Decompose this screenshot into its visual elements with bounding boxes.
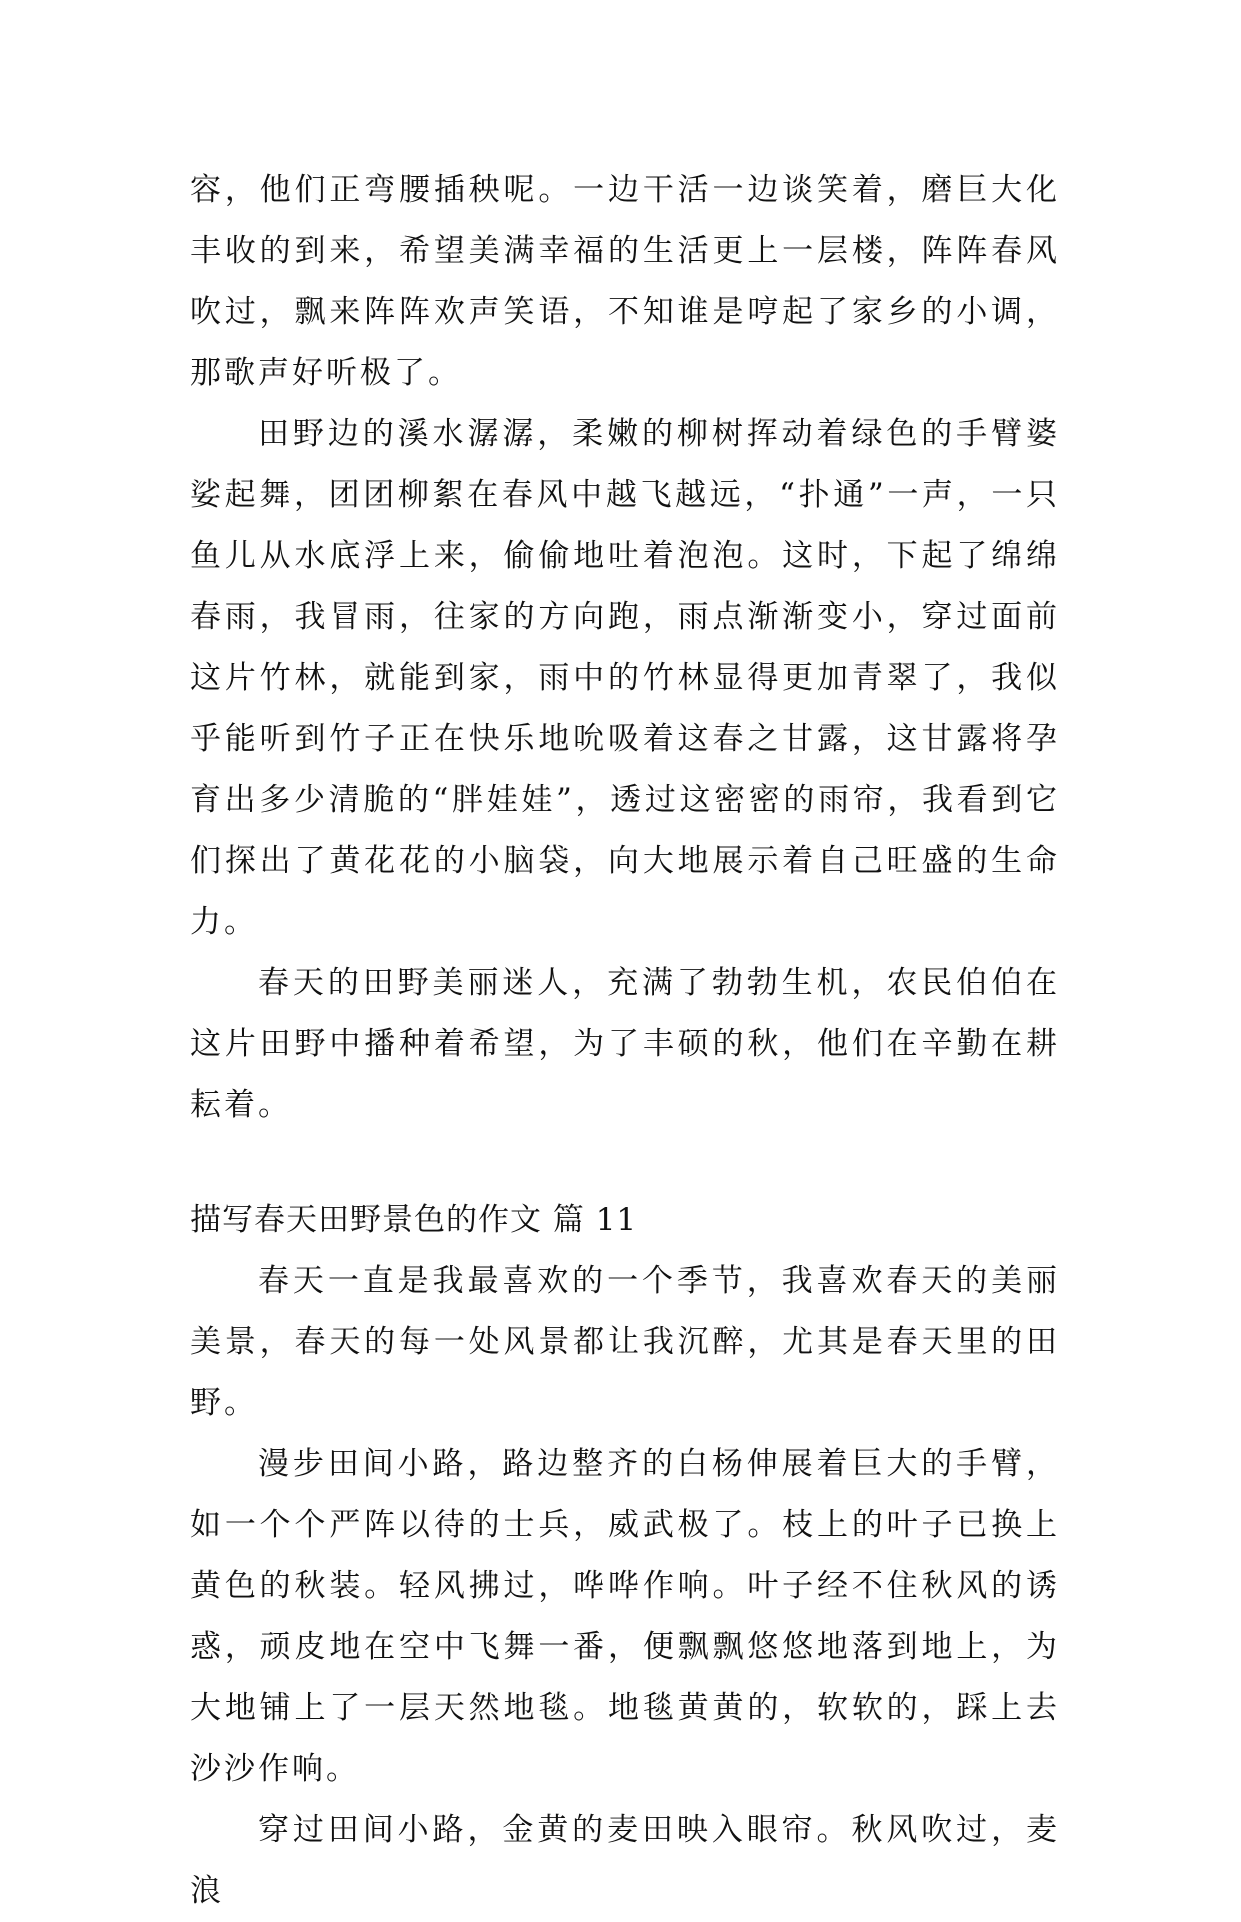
paragraph-wheat: 穿过田间小路，金黄的麦田映入眼帘。秋风吹过，麦浪 <box>190 1812 1060 1909</box>
paragraph-conclusion: 春天的田野美丽迷人，充满了勃勃生机，农民伯伯在这片田野中播种着希望，为了丰硕的秋，他们在辛勤在耕耘着。 <box>190 965 1060 1123</box>
paragraph-stream: 田野边的溪水潺潺，柔嫩的柳树挥动着绿色的手臂婆娑起舞，团团柳絮在春风中越飞越远，“扑通”一声，一只鱼儿从水底浮上来，偷偷地吐着泡泡。这时，下起了绵绵春雨，我冒雨，往家的方向跑，雨点渐渐变小，穿过面前这片竹林，就能到家，雨中的竹林显得更加青翠了，我似乎能听到竹子正在快乐地吮吸着这春之甘露，这甘露将孕育出多少清脆的“胖娃娃”，透过这密密的雨帘，我看到它们探出了黄花花的小脑袋，向大地展示着自己旺盛的生命力。 <box>190 416 1060 940</box>
paragraph-continued: 容，他们正弯腰插秧呢。一边干活一边谈笑着，磨巨大化丰收的到来，希望美满幸福的生活更上一层楼，阵阵春风吹过，飘来阵阵欢声笑语，不知谁是哼起了家乡的小调，那歌声好听极了。 <box>190 172 1060 391</box>
section-title: 描写春天田野景色的作文 篇 11 <box>190 1202 638 1238</box>
paragraph-intro: 春天一直是我最喜欢的一个季节，我喜欢春天的美丽美景，春天的每一处风景都让我沉醉，尤其是春天里的田野。 <box>190 1263 1060 1421</box>
paragraph-poplars: 漫步田间小路，路边整齐的白杨伸展着巨大的手臂，如一个个严阵以待的士兵，威武极了。枝上的叶子已换上黄色的秋装。轻风拂过，哗哗作响。叶子经不住秋风的诱惑，顽皮地在空中飞舞一番，便飘飘悠悠地落到地上，为大地铺上了一层天然地毯。地毯黄黄的，软软的，踩上去沙沙作响。 <box>190 1446 1060 1787</box>
document-body <box>190 160 1060 1922</box>
